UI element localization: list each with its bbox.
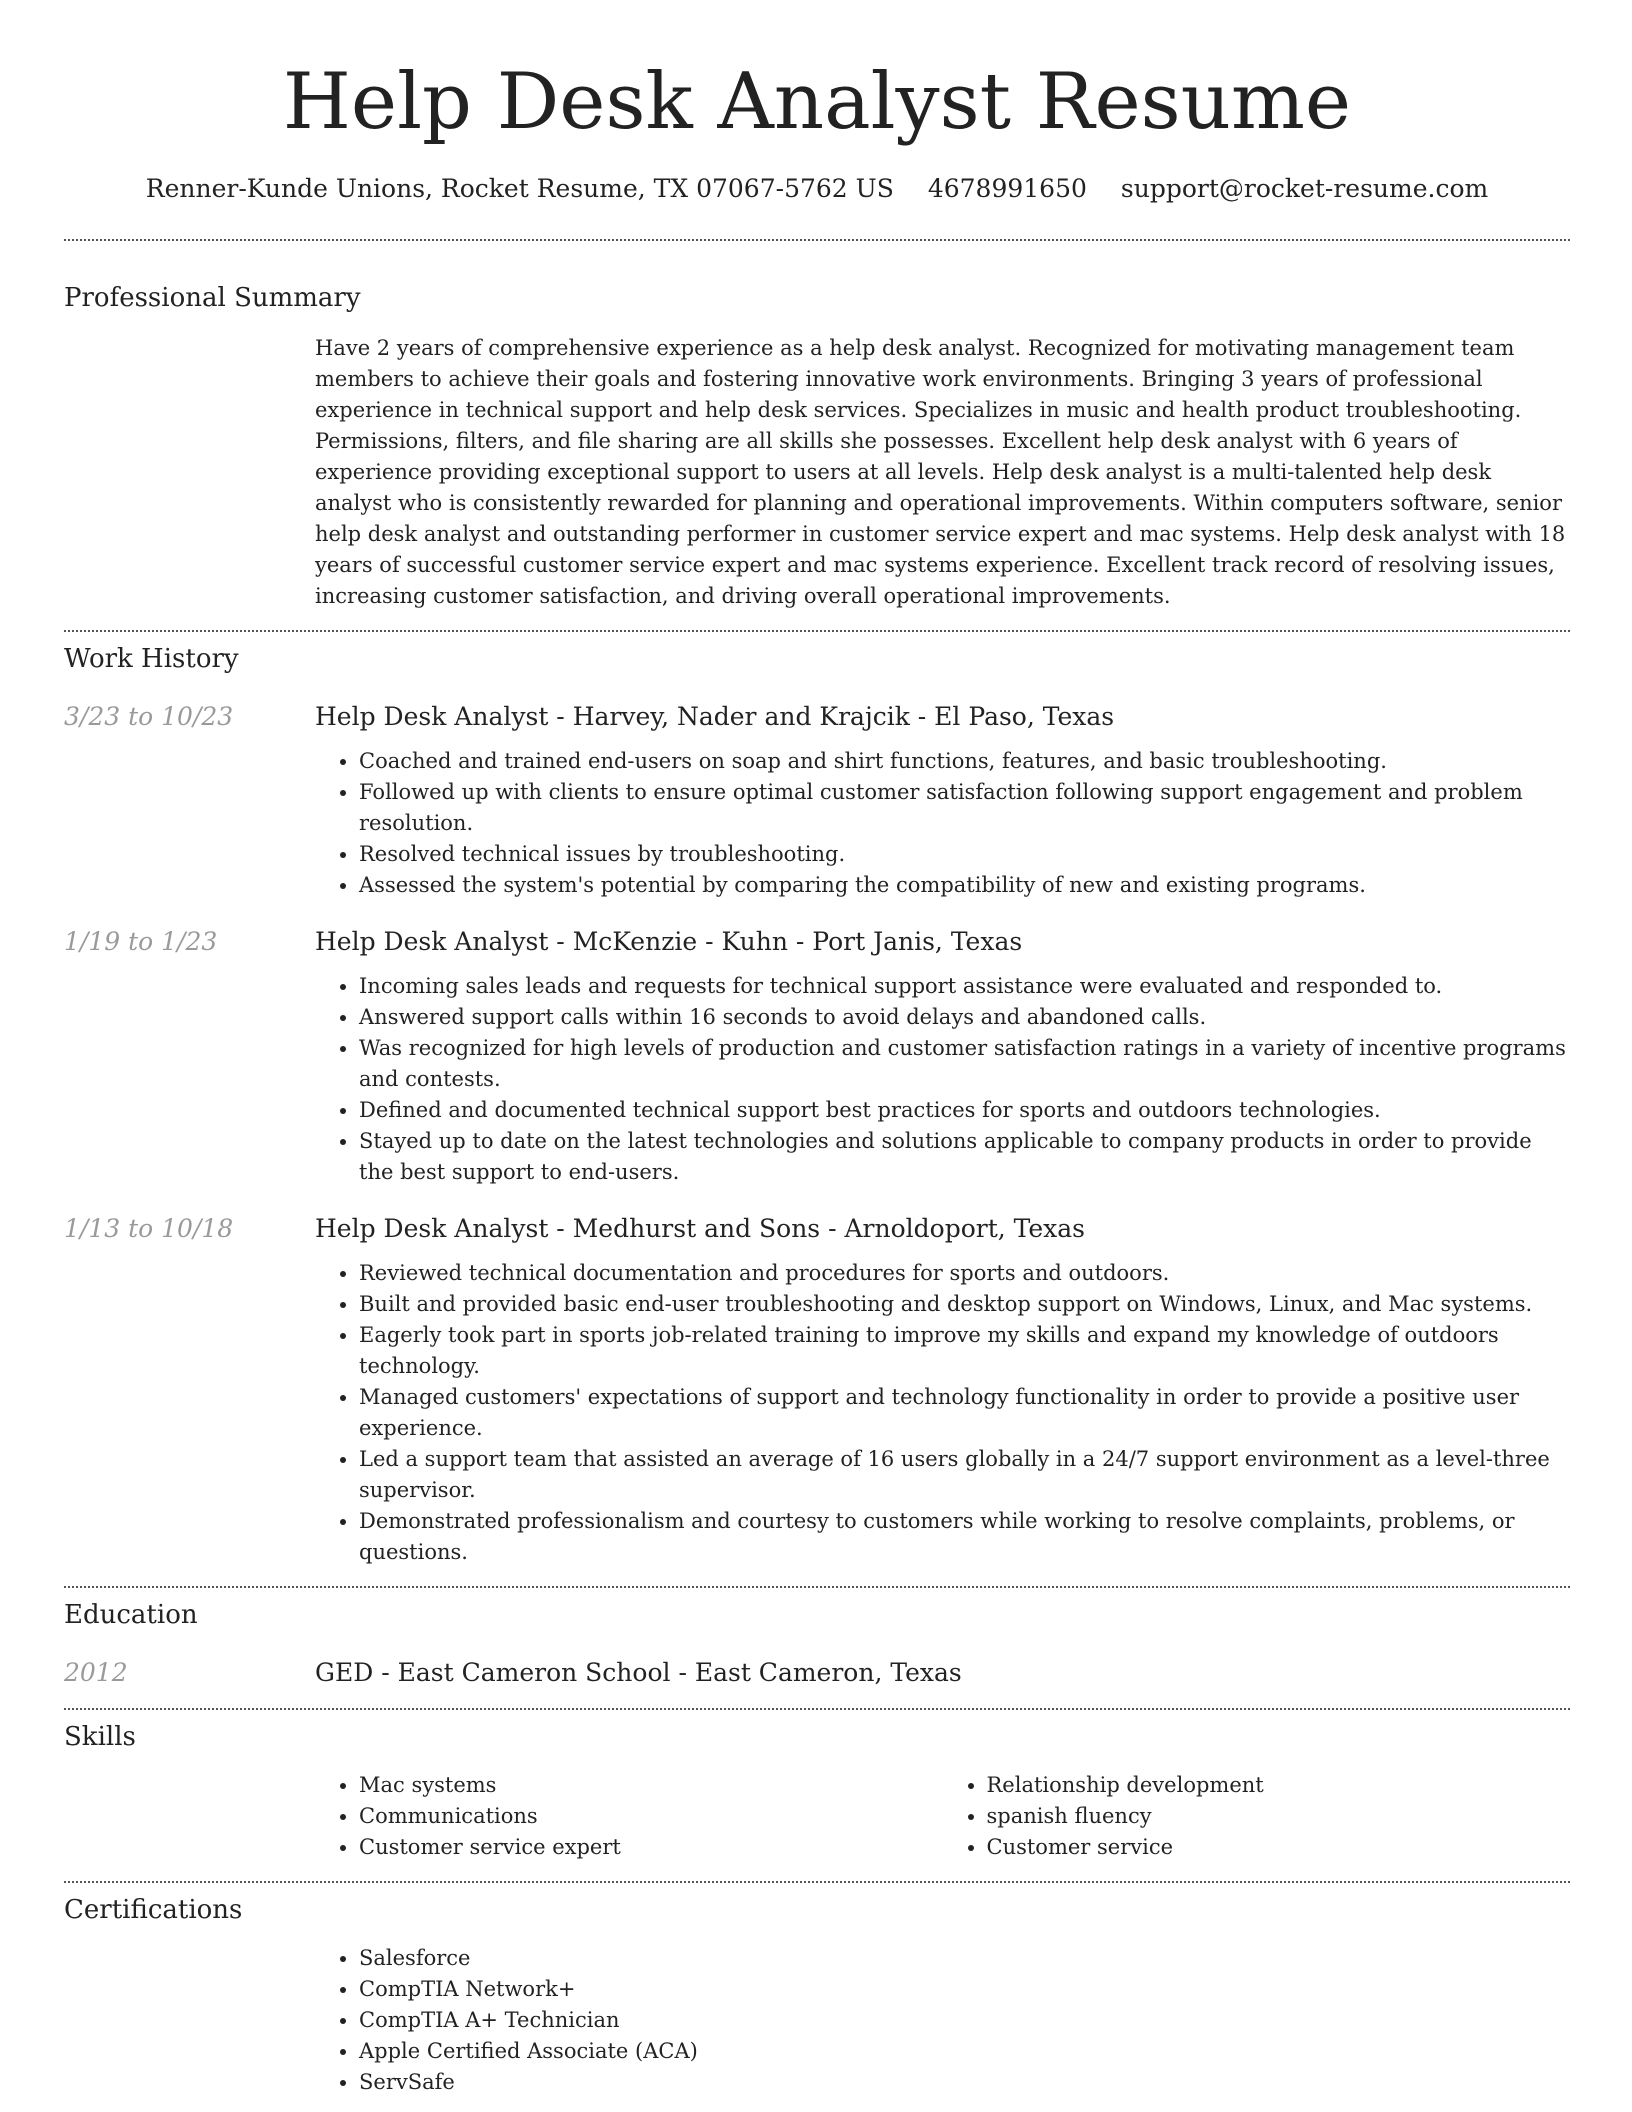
certifications-section — [64, 1883, 1570, 2098]
summary-section — [64, 241, 1570, 612]
list-item: • CompTIA A+ Technician — [359, 2005, 1570, 2036]
job-dates: 1/19 to 1/23 — [64, 927, 218, 956]
job-dates: 3/23 to 10/23 — [64, 702, 234, 731]
job-entry — [64, 1212, 1570, 1568]
list-item: • Stayed up to date on the latest technologies and solutions applicable to company products in order to provide the best support to end-users. — [359, 1126, 1570, 1188]
list-item: • Customer service — [987, 1832, 1571, 1863]
job-title: Help Desk Analyst - Harvey, Nader and Krajcik - El Paso, Texas — [315, 702, 1115, 731]
job-entry — [64, 700, 1570, 901]
work-section — [64, 632, 1570, 1568]
list-item: • Customer service expert — [359, 1832, 943, 1863]
contact-line — [64, 172, 1570, 206]
list-item: • Demonstrated professionalism and courtesy to customers while working to resolve complaints, problems, or questions. — [359, 1506, 1570, 1568]
list-item: • Managed customers' expectations of support and technology functionality in order to provide a positive user experience. — [359, 1382, 1570, 1444]
contact-address: Renner-Kunde Unions, Rocket Resume, TX 07067-5762 US — [145, 174, 894, 203]
list-item: • Answered support calls within 16 seconds to avoid delays and abandoned calls. — [359, 1002, 1570, 1033]
list-item: • Resolved technical issues by troubleshooting. — [359, 839, 1570, 870]
section-heading-skills: Skills — [64, 1722, 136, 1752]
skills-list-left — [315, 1770, 943, 1863]
list-item: • Relationship development — [987, 1770, 1571, 1801]
job-bullets — [315, 971, 1570, 1188]
list-item: • Eagerly took part in sports job-related training to improve my skills and expand my knowledge of outdoors technology. — [359, 1320, 1570, 1382]
certifications-list — [315, 1943, 1570, 2098]
list-item: • Built and provided basic end-user troubleshooting and desktop support on Windows, Linux, and Mac systems. — [359, 1289, 1570, 1320]
list-item: • Apple Certified Associate (ACA) — [359, 2036, 1570, 2067]
job-title: Help Desk Analyst - Medhurst and Sons - Arnoldoport, Texas — [315, 1214, 1085, 1243]
education-section — [64, 1588, 1570, 1690]
skills-list-right — [943, 1770, 1571, 1863]
job-bullets — [315, 1258, 1570, 1568]
list-item: • ServSafe — [359, 2067, 1570, 2098]
list-item: • Defined and documented technical support best practices for sports and outdoors technologies. — [359, 1095, 1570, 1126]
contact-email[interactable]: support@rocket-resume.com — [1120, 174, 1489, 203]
education-title: GED - East Cameron School - East Cameron, Texas — [315, 1658, 962, 1687]
list-item: • Was recognized for high levels of production and customer satisfaction ratings in a variety of incentive programs and contests. — [359, 1033, 1570, 1095]
resume-page — [64, 0, 1570, 2098]
list-item: • Communications — [359, 1801, 943, 1832]
list-item: • CompTIA Network+ — [359, 1974, 1570, 2005]
skills-section — [64, 1710, 1570, 1863]
job-bullets — [315, 746, 1570, 901]
section-heading-education: Education — [64, 1600, 198, 1630]
resume-title: Help Desk Analyst Resume — [282, 57, 1352, 147]
list-item: • Salesforce — [359, 1943, 1570, 1974]
education-year: 2012 — [64, 1658, 128, 1687]
section-heading-summary: Professional Summary — [64, 283, 361, 313]
job-entry — [64, 925, 1570, 1188]
list-item: • Followed up with clients to ensure optimal customer satisfaction following support engagement and problem resolution. — [359, 777, 1570, 839]
section-heading-certifications: Certifications — [64, 1895, 243, 1925]
section-heading-work: Work History — [64, 644, 239, 674]
list-item: • Incoming sales leads and requests for technical support assistance were evaluated and responded to. — [359, 971, 1570, 1002]
job-title: Help Desk Analyst - McKenzie - Kuhn - Port Janis, Texas — [315, 927, 1023, 956]
list-item: • Coached and trained end-users on soap and shirt functions, features, and basic troubleshooting. — [359, 746, 1570, 777]
contact-phone: 4678991650 — [927, 174, 1087, 203]
list-item: • Led a support team that assisted an average of 16 users globally in a 24/7 support environment as a level-three supervisor. — [359, 1444, 1570, 1506]
job-dates: 1/13 to 10/18 — [64, 1214, 234, 1243]
list-item: • Assessed the system's potential by comparing the compatibility of new and existing programs. — [359, 870, 1570, 901]
education-entry — [64, 1656, 1570, 1690]
summary-text: Have 2 years of comprehensive experience as a help desk analyst. Recognized for motivating management team members to achieve their goals and fostering innovative work environments. Bringing 3 years of professional experience in technical support and help desk services. Specializes in music and health product troubleshooting. Permissions, filters, and file sharing are all skills she possesses. Excellent help desk analyst with 6 years of experience providing exceptional support to users at all levels. Help desk analyst is a multi-talented help desk analyst who is consistently rewarded for planning and operational improvements. Within computers software, senior help desk analyst and outstanding performer in customer service expert and mac systems. Help desk analyst with 18 years of successful customer service expert and mac systems experience. Excellent track record of resolving issues, increasing customer satisfaction, and driving overall operational improvements. — [315, 336, 1566, 608]
list-item: • Reviewed technical documentation and procedures for sports and outdoors. — [359, 1258, 1570, 1289]
list-item: • Mac systems — [359, 1770, 943, 1801]
list-item: • spanish fluency — [987, 1801, 1571, 1832]
